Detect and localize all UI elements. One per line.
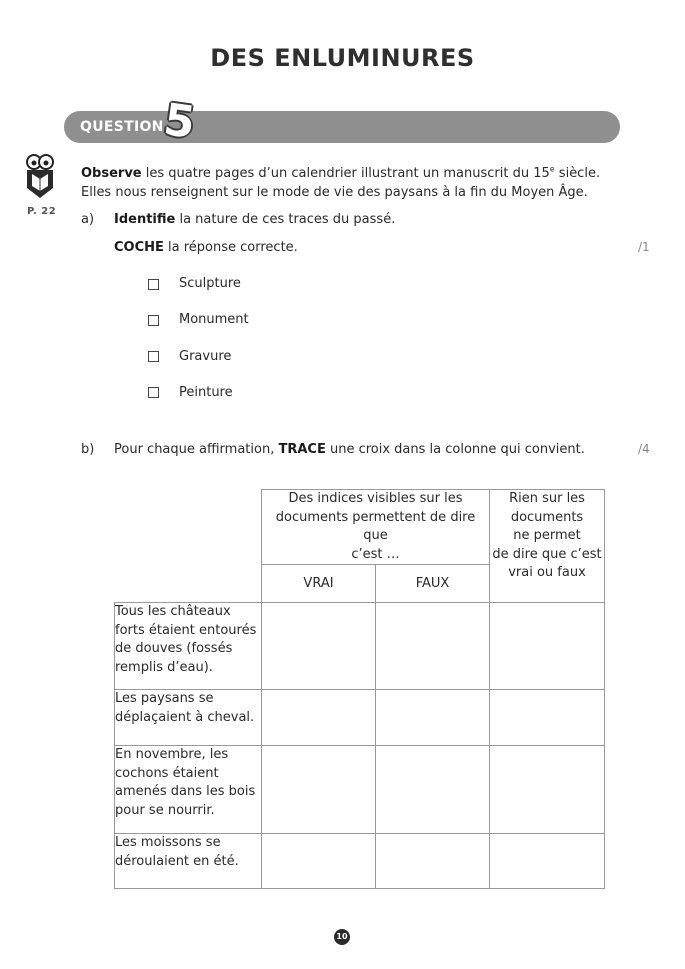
table-row	[115, 746, 605, 834]
intro-verb: Observe	[81, 166, 142, 181]
page-reference: P. 22	[27, 206, 57, 217]
statement-moissons	[115, 834, 262, 889]
answer-cell-faux[interactable]	[376, 834, 490, 889]
header-group-line: Des indices visibles sur les	[288, 491, 463, 506]
header-group-line: documents permettent de dire que	[275, 509, 476, 543]
part-b-text-2: une croix dans la colonne qui convient.	[325, 442, 585, 457]
intro-text-1: les quatre pages d’un calendrier illustrant un manuscrit du 15	[141, 166, 550, 181]
option-monument: Monument	[179, 312, 249, 327]
part-a-letter: a)	[81, 212, 95, 227]
part-b-instruction	[114, 442, 585, 457]
statement-line: Tous les châteaux	[115, 604, 231, 619]
statement-line: Les moissons se	[115, 835, 221, 850]
statement-line: Les paysans se	[115, 691, 214, 706]
answer-cell-vrai[interactable]	[262, 746, 376, 834]
statement-line: remplis d’eau).	[115, 659, 213, 675]
header-faux: FAUX	[376, 565, 490, 603]
statement-chateaux	[115, 603, 262, 690]
statement-line: pour se nourrir.	[115, 802, 215, 818]
part-a-instr-verb: COCHE	[114, 240, 164, 255]
statement-line: cochons étaient	[115, 765, 219, 781]
table-row	[115, 834, 605, 889]
answer-cell-faux[interactable]	[376, 690, 490, 746]
statement-line: amenés dans les bois	[115, 784, 256, 799]
checkbox-peinture[interactable]	[148, 387, 159, 398]
statement-line: de douves (fossés	[115, 641, 233, 656]
header-group-line: c’est …	[351, 546, 400, 562]
reading-owl-icon	[22, 152, 58, 204]
header-group	[262, 490, 490, 565]
header-right-line: documents	[510, 509, 584, 525]
answer-cell-rien[interactable]	[490, 603, 605, 690]
statement-line: En novembre, les	[115, 747, 229, 762]
part-a-score: /1	[638, 240, 650, 254]
header-right-line: ne permet	[513, 528, 581, 543]
option-gravure: Gravure	[179, 349, 232, 364]
part-a-instr-text: la réponse correcte.	[163, 240, 298, 255]
header-no-evidence	[490, 490, 605, 603]
table-row	[115, 603, 605, 690]
answer-cell-vrai[interactable]	[262, 834, 376, 889]
page-title: DES ENLUMINURES	[210, 44, 475, 72]
statement-line: forts étaient entourés	[115, 622, 257, 638]
question-number: 5	[160, 94, 199, 149]
table-row	[115, 690, 605, 746]
part-a-instruction	[114, 212, 395, 227]
header-right-line: de dire que c’est	[492, 546, 602, 562]
statement-paysans	[115, 690, 262, 746]
option-peinture: Peinture	[179, 385, 233, 400]
checkbox-sculpture[interactable]	[148, 279, 159, 290]
header-right-line: vrai ou faux	[508, 565, 586, 580]
answer-cell-rien[interactable]	[490, 690, 605, 746]
header-right-line: Rien sur les	[509, 491, 585, 506]
answer-cell-faux[interactable]	[376, 603, 490, 690]
page-number: 10	[334, 929, 350, 945]
header-vrai: VRAI	[262, 565, 376, 603]
part-b-verb: TRACE	[278, 442, 326, 457]
option-sculpture: Sculpture	[179, 276, 241, 291]
part-a-text: la nature de ces traces du passé.	[175, 212, 396, 227]
answer-cell-faux[interactable]	[376, 746, 490, 834]
intro-superscript: e	[549, 164, 555, 174]
statement-line: déplaçaient à cheval.	[115, 709, 255, 725]
table-corner	[115, 490, 262, 603]
part-b-score: /4	[638, 442, 650, 456]
part-a-sub-instruction	[114, 240, 298, 255]
part-b-letter: b)	[81, 442, 95, 457]
answer-cell-rien[interactable]	[490, 834, 605, 889]
question-label: QUESTION	[80, 119, 164, 135]
answer-cell-vrai[interactable]	[262, 603, 376, 690]
statement-cochons	[115, 746, 262, 834]
answer-cell-vrai[interactable]	[262, 690, 376, 746]
intro-paragraph	[81, 164, 601, 202]
intro-text-2: siècle. Elles nous renseignent sur le mode de vie des paysans à la fin du Moyen Âge.	[81, 166, 601, 200]
part-b-text-1: Pour chaque affirmation,	[114, 442, 279, 457]
statement-line: déroulaient en été.	[115, 853, 239, 869]
checkbox-monument[interactable]	[148, 315, 159, 326]
checkbox-gravure[interactable]	[148, 351, 159, 362]
true-false-table	[114, 489, 605, 889]
answer-cell-rien[interactable]	[490, 746, 605, 834]
part-a-verb: Identifie	[114, 212, 176, 227]
